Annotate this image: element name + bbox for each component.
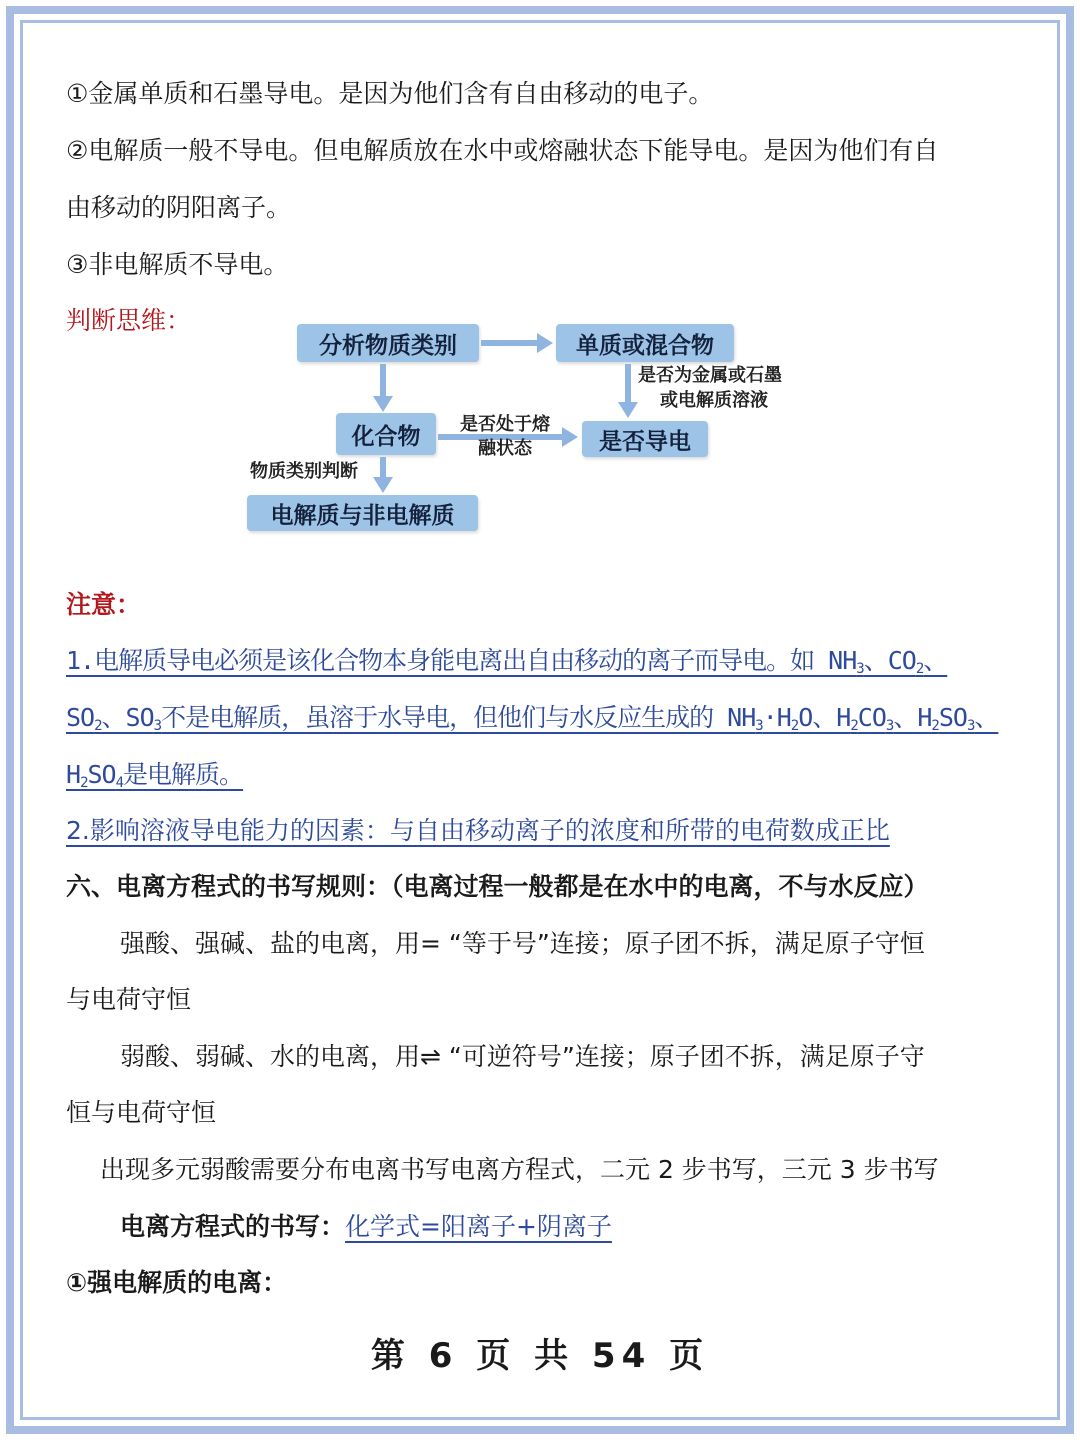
flow-node-compound: 化合物 [336, 413, 436, 455]
flow-node-electrolyte: 电解质与非电解质 [247, 495, 478, 531]
subscript: 3 [153, 718, 162, 734]
flow-label-metal-2: 或电解质溶液 [660, 390, 768, 411]
arrow-simple-to-conduct [625, 364, 631, 402]
flow-node-simple: 单质或混合物 [556, 324, 734, 362]
note-text: 、CO [863, 646, 916, 675]
rule-strong-line-1: 强酸、强碱、盐的电离，用= “等于号”连接；原子团不拆，满足原子守恒 [120, 929, 925, 958]
judge-heading: 判断思维： [66, 306, 192, 335]
rule-weak-line-2: 恒与电荷守恒 [66, 1098, 217, 1127]
arrow-analyze-to-compound [380, 364, 386, 398]
note-text: O、H [798, 703, 851, 732]
note-heading: 注意： [66, 590, 142, 619]
arrowhead-right [562, 427, 578, 447]
arrowhead-down [373, 396, 393, 412]
note-1-line-2 [66, 701, 998, 743]
note-1-line-1 [66, 644, 947, 686]
subscript: 4 [115, 775, 124, 791]
equation-writing-label: 电离方程式的书写： [120, 1212, 346, 1241]
note-text: 不是电解质，虽溶于水导电，但他们与水反应生成的 NH [161, 703, 756, 732]
note-text: H [66, 760, 81, 789]
note-text: 1.电解质导电必须是该化合物本身能电离出自由移动的离子而导电。如 NH [66, 646, 857, 675]
arrowhead-down [618, 402, 638, 418]
note-text: SO [87, 760, 116, 789]
note-text: ·H [762, 703, 791, 732]
subscript: 3 [755, 718, 763, 734]
rule-weak-line-1: 弱酸、弱碱、水的电离，用⇌ “可逆符号”连接；原子团不拆，满足原子守 [120, 1042, 925, 1071]
equation-formula: 化学式=阳离子+阴离子 [345, 1212, 612, 1241]
note-text: SO [66, 703, 95, 732]
subscript: 2 [915, 661, 924, 677]
equation-writing [120, 1210, 612, 1244]
arrow-analyze-to-simple [481, 340, 539, 346]
flow-label-molten-1: 是否处于熔 [460, 414, 550, 435]
note-1-line-3 [66, 758, 243, 800]
arrow-compound-to-electrolyte [380, 457, 386, 477]
text-line-1: ①金属单质和石墨导电。是因为他们含有自由移动的电子。 [66, 79, 714, 108]
section-6-heading: 六、电离方程式的书写规则：（电离过程一般都是在水中的电离，不与水反应） [66, 872, 929, 901]
flow-node-analyze: 分析物质类别 [297, 324, 479, 362]
rule-polyprotic: 出现多元弱酸需要分布电离书写电离方程式，二元 2 步书写，三元 3 步书写 [100, 1155, 939, 1184]
subscript: 2 [80, 775, 88, 791]
note-text: 、H [893, 703, 932, 732]
flow-node-conduct: 是否导电 [582, 421, 708, 457]
rule-strong-line-2: 与电荷守恒 [66, 985, 192, 1014]
note-2: 2.影响溶液导电能力的因素：与自由移动离子的浓度和所带的电荷数成正比 [66, 816, 890, 845]
subscript: 2 [790, 718, 799, 734]
flow-label-metal-1: 是否为金属或石墨 [638, 365, 782, 386]
text-line-2: ②电解质一般不导电。但电解质放在水中或熔融状态下能导电。是因为他们有自 [66, 136, 939, 165]
subscript: 3 [856, 661, 864, 677]
note-text: SO [938, 703, 967, 732]
subscript: 3 [966, 718, 975, 734]
text-line-4: ③非电解质不导电。 [66, 250, 289, 279]
note-text: 、SO [101, 703, 154, 732]
text-line-3: 由移动的阴阳离子。 [66, 193, 292, 222]
page-footer: 第 6 页 共 54 页 [370, 1336, 710, 1376]
subscript: 2 [94, 718, 102, 734]
subscript: 3 [885, 718, 894, 734]
note-text: CO [857, 703, 886, 732]
subscript: 2 [850, 718, 858, 734]
arrowhead-right [537, 333, 553, 353]
strong-electrolyte-heading: ①强电解质的电离： [66, 1268, 288, 1297]
note-text: 是电解质。 [123, 760, 244, 789]
subscript: 2 [931, 718, 939, 734]
flow-label-molten-2: 融状态 [478, 438, 532, 459]
note-text: 、 [974, 703, 999, 732]
flow-label-classify: 物质类别判断 [250, 461, 358, 482]
note-text: 、 [923, 646, 948, 675]
